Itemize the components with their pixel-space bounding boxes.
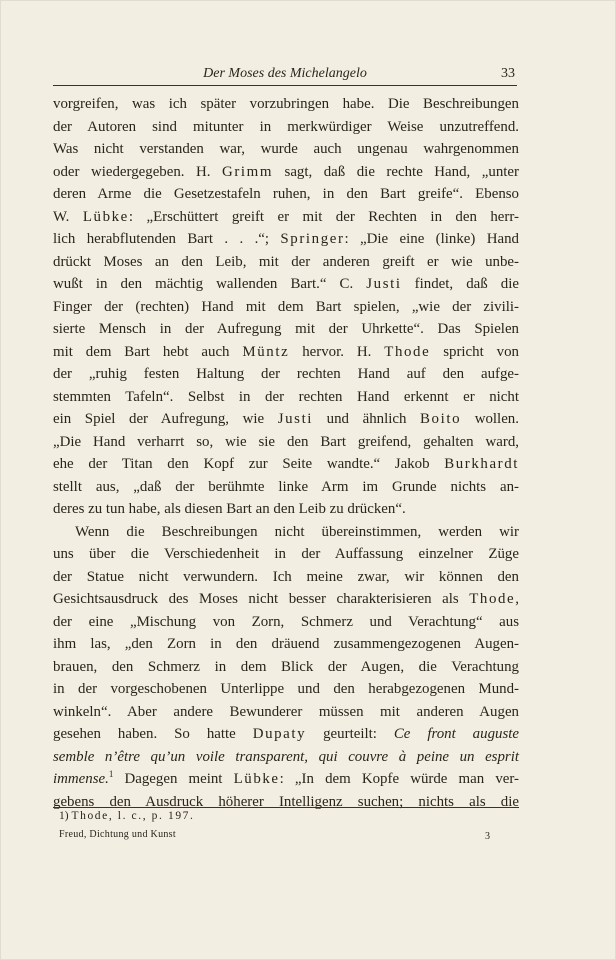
text-line: gesehen haben. So hatte Dupaty geurteilt: Ce front auguste (53, 726, 520, 742)
text-line: brauen, den Schmerz in dem Blick der Augen, die Verachtung (53, 658, 519, 675)
author-name: Lübke (233, 771, 280, 787)
text-line: winkeln“. Aber andere Bewunderer müssen mit anderen Augen (53, 703, 519, 720)
text-line: ehe der Titan den Kopf zur Seite wandte.“ Jakob Burkhardt (53, 456, 519, 472)
author-name: Lübke (82, 208, 129, 225)
author-name: Thode (469, 591, 516, 607)
text-line: stemmten Tafeln“. Selbst in der rechten Hand erkennt er nicht (53, 388, 519, 405)
author-name: Thode (384, 343, 431, 360)
french-quote: Ce front auguste (393, 726, 520, 742)
author-name: Dupaty (252, 726, 307, 742)
printer-signature: Freud, Dichtung und Kunst (59, 829, 176, 840)
author-name: Grimm (222, 163, 274, 180)
author-name: Müntz (242, 343, 290, 360)
text-line: Wenn die Beschreibungen nicht übereinstimmen, werden wir (75, 523, 519, 540)
text-line: der Statue nicht verwundern. Ich meine zwar, wir können den (53, 568, 519, 585)
text-line: uns über die Verschiedenheit in der Auffassung einzelner Züge (53, 546, 519, 562)
footnote-text: Thode, l. c., p. 197. (71, 810, 195, 822)
page-number: 33 (501, 66, 515, 81)
text-line: oder wiedergegeben. H. Grimm sagt, daß die rechte Hand, „unter (53, 163, 519, 180)
footnote (59, 810, 195, 822)
author-name: Burkhardt (444, 456, 519, 472)
text-line: in der vorgeschobenen Unterlippe und den herabgezogenen Mund- (53, 681, 519, 697)
running-title: Der Moses des Michelangelo (203, 66, 367, 81)
text-line: mit dem Bart hebt auch Müntz hervor. H. Thode spricht von (53, 343, 519, 360)
text-line: „Die Hand verharrt so, wie sie den Bart greifend, gehalten ward, (53, 433, 519, 450)
text-line: stellt aus, „daß der berühmte linke Arm im Grunde nichts an- (53, 478, 519, 495)
text-line: ihm las, „den Zorn in den dräuend zusammengezogenen Augen- (53, 636, 519, 652)
text-line: gebens den Ausdruck höherer Intelligenz suchen; nichts als die (53, 793, 519, 810)
sheet-mark: 3 (485, 831, 490, 842)
author-name: Boito (420, 411, 462, 427)
text-line: Gesichtsausdruck des Moses nicht besser charakterisieren als Thode, (53, 591, 519, 607)
text-line: ein Spiel der Aufregung, wie Justi und ähnlich Boito wollen. (53, 411, 519, 427)
footnote-marker: 1) (59, 810, 69, 822)
french-quote: immense. (53, 771, 109, 787)
text-line: sierte Mensch in der Aufregung mit der Uhrkette“. Das Spielen (53, 321, 519, 337)
footnote-rule (53, 807, 519, 808)
text-line: Was nicht verstanden war, wurde auch ungenau wahrgenommen (53, 141, 519, 157)
text-line: wußt in den mächtig wallenden Bart.“ C. Justi findet, daß die (53, 276, 519, 292)
footnote-ref: 1 (108, 769, 114, 780)
text-line: der Autoren sind mitunter in merkwürdiger Weise unzutreffend. (53, 118, 519, 135)
text-line: drückt Moses an den Leib, mit der anderen greift er wie unbe- (53, 253, 519, 270)
running-header (53, 65, 517, 86)
author-name: Justi (366, 276, 402, 292)
text-line: deren Arme die Gesetzestafeln ruhen, in den Bart greife“. Ebenso (53, 186, 519, 202)
french-quote-line: semble n’être qu’un voile transparent, qui couvre à peine un esprit (53, 748, 519, 765)
text-line: der eine „Mischung von Zorn, Schmerz und Verachtung“ aus (53, 613, 519, 630)
text-line: der „ruhig festen Haltung der rechten Hand auf den aufge- (53, 366, 519, 382)
author-name: Justi (277, 411, 314, 427)
text-line: lich herabflutenden Bart . . .“; Springer: „Die eine (linke) Hand (53, 231, 519, 247)
author-name: Springer (280, 231, 345, 247)
text-line: W. Lübke: „Erschüttert greift er mit der Rechten in den herr- (53, 208, 519, 225)
body-text (53, 93, 519, 813)
text-line: vorgreifen, was ich später vorzubringen habe. Die Beschreibungen (53, 96, 519, 112)
text-line: immense.$^1$ Dagegen meint Lübke: „In dem Kopfe würde man ver- (53, 769, 520, 787)
text-line: deres zu tun habe, als diesen Bart an den Leib zu drücken“. (53, 501, 406, 517)
text-line: Finger der (rechten) Hand mit dem Bart spielen, „wie der zivili- (53, 298, 519, 315)
